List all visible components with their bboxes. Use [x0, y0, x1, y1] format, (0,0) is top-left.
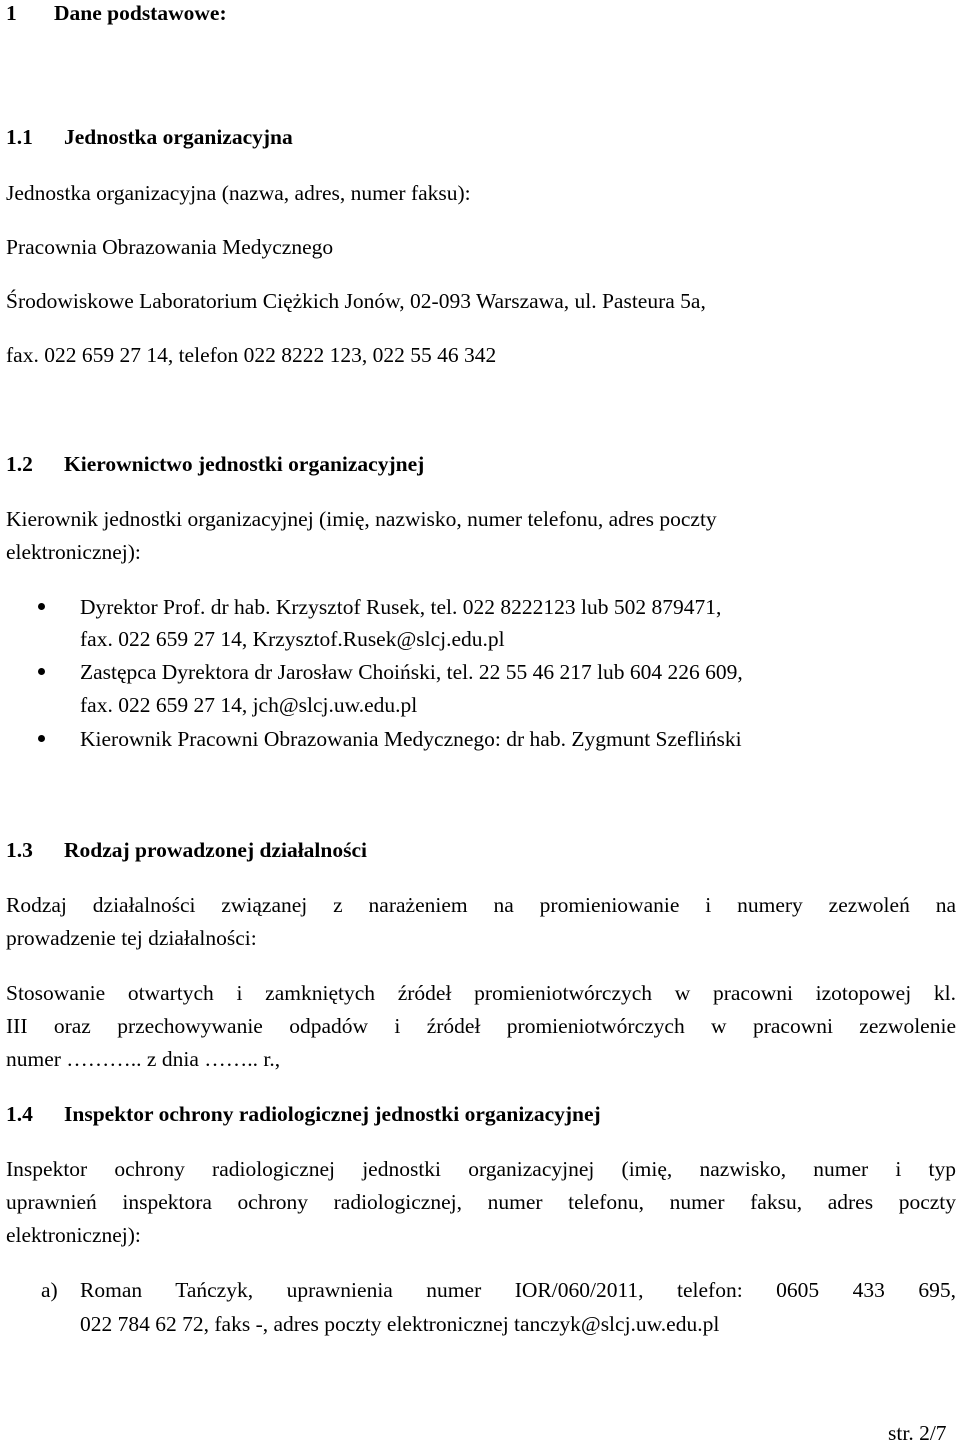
bullet-icon — [38, 735, 45, 742]
section-number: 1 — [6, 1, 17, 25]
bullet-1-line-1: Dyrektor Prof. dr hab. Krzysztof Rusek, tel. 022 8222123 lub 502 879471, — [80, 595, 722, 619]
page-number: str. 2/7 — [888, 1421, 947, 1445]
section-title: Dane podstawowe: — [54, 1, 227, 25]
s11-line-1: Pracownia Obrazowania Medycznego — [6, 235, 334, 259]
section-1-2-heading — [6, 451, 424, 477]
section-number: 1.3 — [6, 838, 33, 862]
bullet-2-line-2: fax. 022 659 27 14, jch@slcj.uw.edu.pl — [80, 693, 418, 717]
bullet-1-line-2: fax. 022 659 27 14, Krzysztof.Rusek@slcj.edu.pl — [80, 627, 505, 651]
s14-item-line-2: 022 784 62 72, faks -, adres poczty elektronicznej tanczyk@slcj.uw.edu.pl — [80, 1312, 720, 1336]
s11-line-2: Środowiskowe Laboratorium Ciężkich Jonów, 02-093 Warszawa, ul. Pasteura 5a, — [6, 289, 706, 313]
bullet-icon — [38, 668, 45, 675]
s14-p1-line-1: Inspektor ochrony radiologicznej jednostki organizacyjnej (imię, nazwisko, numer i typ — [6, 1157, 956, 1181]
s13-p1-line-2: prowadzenie tej działalności: — [6, 926, 257, 950]
bullet-2-line-1: Zastępca Dyrektora dr Jarosław Choiński, tel. 22 55 46 217 lub 604 226 609, — [80, 660, 743, 684]
section-1-4-heading — [6, 1101, 601, 1127]
bullet-icon — [38, 603, 45, 610]
list-marker: a) — [41, 1278, 58, 1302]
section-number: 1.1 — [6, 125, 33, 149]
section-1-heading — [6, 0, 227, 26]
section-number: 1.2 — [6, 452, 33, 476]
s14-p1-line-3: elektronicznej): — [6, 1223, 141, 1247]
s12-label-line-2: elektronicznej): — [6, 540, 141, 564]
bullet-3-line-1: Kierownik Pracowni Obrazowania Medycznego: dr hab. Zygmunt Szefliński — [80, 727, 742, 751]
section-title: Rodzaj prowadzonej działalności — [64, 838, 367, 862]
s12-label-line-1: Kierownik jednostki organizacyjnej (imię, nazwisko, numer telefonu, adres poczty — [6, 507, 717, 531]
s13-p2-line-1: Stosowanie otwartych i zamkniętych źródeł promieniotwórczych w pracowni izotopowej kl. — [6, 981, 956, 1005]
s13-p1-line-1: Rodzaj działalności związanej z narażeniem na promieniowanie i numery zezwoleń na — [6, 893, 956, 917]
section-1-1-heading — [6, 124, 293, 150]
s11-label: Jednostka organizacyjna (nazwa, adres, numer faksu): — [6, 181, 471, 205]
section-title: Jednostka organizacyjna — [64, 125, 293, 149]
s13-p2-line-2: III oraz przechowywanie odpadów i źródeł promieniotwórczych w pracowni zezwolenie — [6, 1014, 956, 1038]
s14-item-line-1: Roman Tańczyk, uprawnienia numer IOR/060/2011, telefon: 0605 433 695, — [80, 1278, 956, 1302]
s14-p1-line-2: uprawnień inspektora ochrony radiologicznej, numer telefonu, numer faksu, adres poczty — [6, 1190, 956, 1214]
s13-p2-line-3: numer ……….. z dnia …….. r., — [6, 1047, 281, 1071]
section-1-3-heading — [6, 837, 367, 863]
section-number: 1.4 — [6, 1102, 33, 1126]
section-title: Inspektor ochrony radiologicznej jednostki organizacyjnej — [64, 1102, 601, 1126]
section-title: Kierownictwo jednostki organizacyjnej — [64, 452, 425, 476]
s11-line-3: fax. 022 659 27 14, telefon 022 8222 123, 022 55 46 342 — [6, 343, 497, 367]
